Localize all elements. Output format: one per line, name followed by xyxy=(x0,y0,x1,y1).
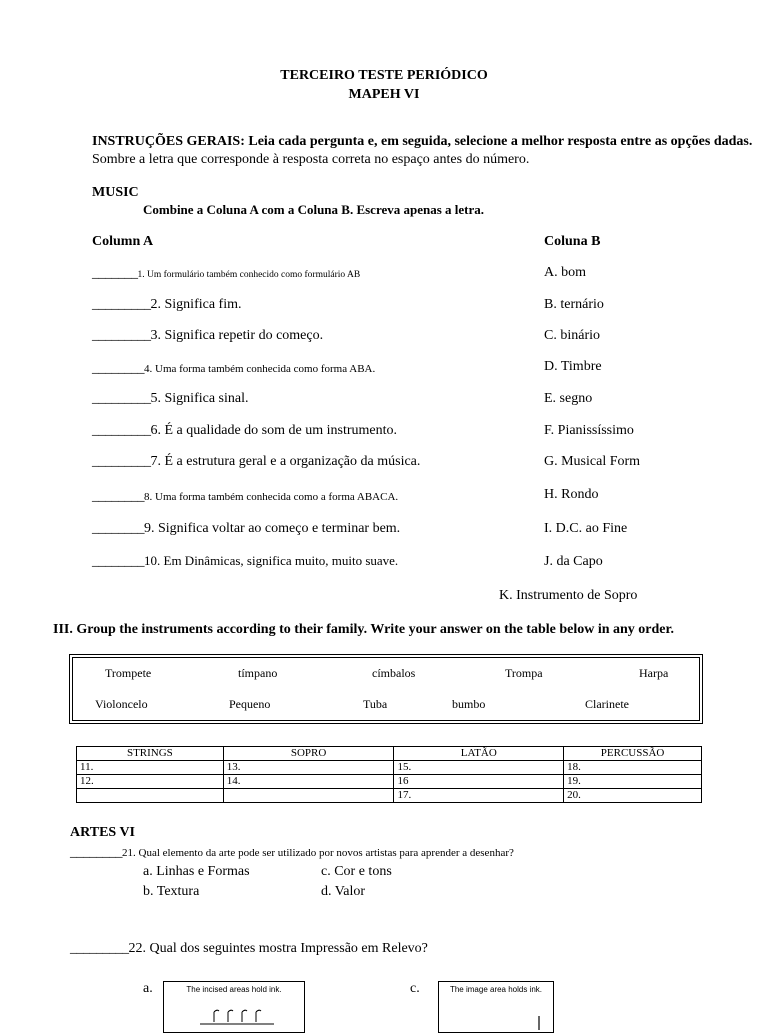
question-4 xyxy=(92,359,375,377)
answer-blank[interactable]: ________ xyxy=(92,489,144,504)
question-text: 10. Em Dinâmicas, significa muito, muito suave. xyxy=(144,553,399,568)
q21-option-a: a. Linhas e Formas xyxy=(143,864,250,879)
answer-blank[interactable]: _______ xyxy=(92,266,138,281)
q22-option-c-label: c. xyxy=(410,981,420,996)
question-10 xyxy=(92,553,398,570)
music-heading: MUSIC xyxy=(92,185,139,200)
question-text: 1. Um formulário também conhecido como formulário AB xyxy=(137,270,361,280)
question-text: 22. Qual dos seguintes mostra Impressão em Relevo? xyxy=(128,941,428,956)
answer-blank[interactable]: _________ xyxy=(70,941,129,956)
question-21 xyxy=(70,843,514,861)
question-text: 9. Significa voltar ao começo e terminar bem. xyxy=(144,521,401,536)
table-cell[interactable]: 18. xyxy=(564,761,702,775)
answer-option: D. Timbre xyxy=(544,359,602,374)
q21-option-c: c. Cor e tons xyxy=(321,864,392,879)
table-row xyxy=(77,789,702,803)
table-cell[interactable]: 16 xyxy=(394,775,564,789)
answer-blank[interactable]: _________ xyxy=(92,328,151,343)
incised-plate-illustration xyxy=(164,994,304,1033)
table-row xyxy=(77,761,702,775)
table-cell[interactable]: 20. xyxy=(564,789,702,803)
instructions-line-2: Sombre a letra que corresponde à resposta correta no espaço antes do número. xyxy=(92,152,530,167)
q21-option-d: d. Valor xyxy=(321,884,366,899)
column-a-header: Column A xyxy=(92,234,154,249)
question-text: 8. Uma forma também conhecida como a forma ABACA. xyxy=(144,491,399,503)
table-cell[interactable]: 19. xyxy=(564,775,702,789)
question-7 xyxy=(92,454,420,470)
answer-blank[interactable]: ________ xyxy=(92,521,144,536)
table-header: LATÃO xyxy=(394,747,564,761)
answer-blank[interactable]: _________ xyxy=(92,454,151,469)
page-title: TERCEIRO TESTE PERIÓDICO xyxy=(280,68,488,83)
answer-blank[interactable]: _________ xyxy=(92,391,151,406)
answer-blank[interactable]: _________ xyxy=(92,297,151,312)
table-header: SOPRO xyxy=(223,747,394,761)
instrument-family-table xyxy=(76,746,702,803)
instrument-word: Violoncelo xyxy=(95,697,148,711)
section-3-instruction: III. Group the instruments according to their family. Write your answer on the table below in any order. xyxy=(53,622,674,637)
question-9 xyxy=(92,521,400,537)
instrument-word: Pequeno xyxy=(229,697,271,711)
page-subtitle: MAPEH VI xyxy=(348,87,420,102)
q22-option-a-label: a. xyxy=(143,981,153,996)
table-cell[interactable]: 11. xyxy=(77,761,224,775)
column-b-header: Coluna B xyxy=(544,234,601,249)
instrument-word-box xyxy=(69,654,703,724)
relief-print-image-a[interactable] xyxy=(163,981,305,1033)
raised-plate-illustration xyxy=(439,994,553,1033)
answer-option: G. Musical Form xyxy=(544,454,641,469)
table-cell[interactable] xyxy=(77,789,224,803)
answer-option: I. D.C. ao Fine xyxy=(544,521,628,536)
image-caption: The incised areas hold ink. xyxy=(186,985,282,994)
table-row xyxy=(77,775,702,789)
answer-option: C. binário xyxy=(544,328,600,343)
question-text: 21. Qual elemento da arte pode ser utilizado por novos artistas para aprender a desenhar? xyxy=(122,847,514,859)
answer-option: K. Instrumento de Sopro xyxy=(499,588,638,603)
instrument-word: bumbo xyxy=(452,697,486,711)
table-cell[interactable] xyxy=(223,789,394,803)
answer-option: J. da Capo xyxy=(544,554,603,569)
instrument-word: Trompete xyxy=(105,666,152,680)
question-text: 2. Significa fim. xyxy=(150,297,242,312)
answer-option: E. segno xyxy=(544,391,593,406)
table-cell[interactable]: 12. xyxy=(77,775,224,789)
table-cell[interactable]: 14. xyxy=(223,775,394,789)
table-cell[interactable]: 13. xyxy=(223,761,394,775)
table-header-row xyxy=(77,747,702,761)
question-3 xyxy=(92,328,323,344)
q21-option-b: b. Textura xyxy=(143,884,200,899)
answer-blank[interactable]: _________ xyxy=(92,423,151,438)
table-header: PERCUSSÃO xyxy=(564,747,702,761)
answer-option: B. ternário xyxy=(544,297,604,312)
question-text: 6. É a qualidade do som de um instrumento. xyxy=(150,423,398,438)
artes-heading: ARTES VI xyxy=(70,825,135,840)
instrument-word: Tuba xyxy=(363,697,388,711)
question-22 xyxy=(70,941,428,957)
instrument-word: Trompa xyxy=(505,666,543,680)
music-directions: Combine a Coluna A com a Coluna B. Escreva apenas a letra. xyxy=(143,202,485,217)
question-text: 4. Uma forma também conhecida como forma ABA. xyxy=(144,363,376,375)
question-1 xyxy=(92,264,360,282)
instrument-word: címbalos xyxy=(372,666,416,680)
question-5 xyxy=(92,391,249,407)
question-8 xyxy=(92,487,398,505)
question-6 xyxy=(92,423,397,439)
table-cell[interactable]: 15. xyxy=(394,761,564,775)
answer-option: A. bom xyxy=(544,265,586,280)
instructions-label: INSTRUÇÕES GERAIS: xyxy=(92,134,245,149)
relief-print-image-c[interactable] xyxy=(438,981,554,1033)
answer-blank[interactable]: ________ xyxy=(92,554,144,569)
instrument-word: tímpano xyxy=(238,666,278,680)
instructions-line-1 xyxy=(92,134,753,150)
answer-blank[interactable]: ________ xyxy=(92,361,144,376)
question-text: 7. É a estrutura geral e a organização da música. xyxy=(150,454,421,469)
answer-option: F. Pianissíssimo xyxy=(544,423,634,438)
question-2 xyxy=(92,297,242,313)
table-header: STRINGS xyxy=(77,747,224,761)
answer-option: H. Rondo xyxy=(544,487,599,502)
table-cell[interactable]: 17. xyxy=(394,789,564,803)
answer-blank[interactable]: ________ xyxy=(70,845,122,860)
question-text: 5. Significa sinal. xyxy=(150,391,249,406)
instructions-text-1: Leia cada pergunta e, em seguida, selecione a melhor resposta entre as opções dadas. xyxy=(248,134,753,149)
image-caption: The image area holds ink. xyxy=(449,985,543,994)
instrument-word: Harpa xyxy=(639,666,669,680)
instrument-word: Clarinete xyxy=(585,697,629,711)
question-text: 3. Significa repetir do começo. xyxy=(150,328,324,343)
